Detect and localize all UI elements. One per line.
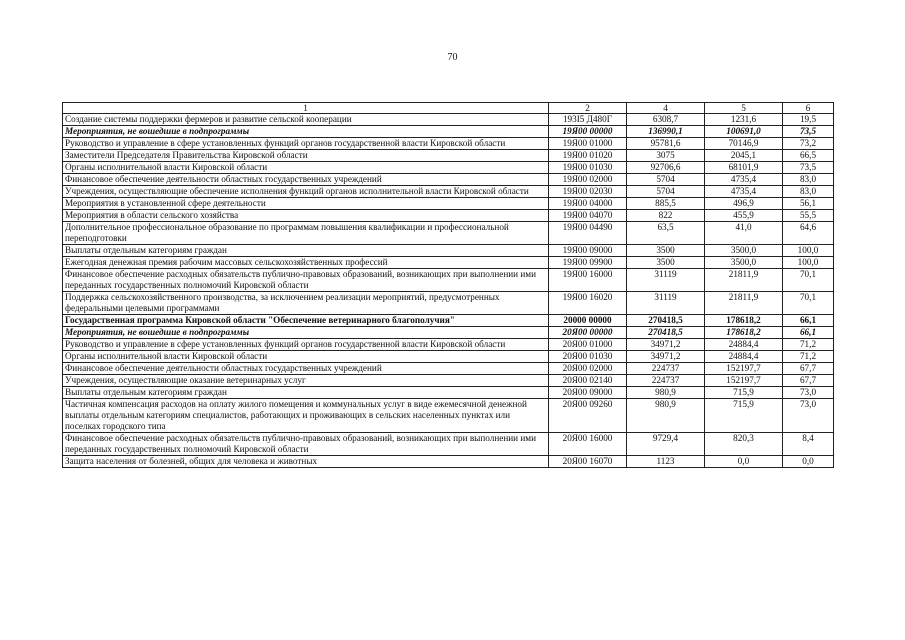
row-code-cell: 19Я00 09900 (549, 257, 627, 269)
row-actual-cell: 3500,0 (705, 245, 783, 257)
table-row (63, 363, 834, 375)
row-name-cell: Учреждения, осуществляющие обеспечение исполнения функций органов исполнительной власти Кировской области (63, 186, 549, 198)
row-actual-cell: 24884,4 (705, 339, 783, 351)
row-plan-cell: 3500 (627, 257, 705, 269)
row-code-cell: 19Я00 01000 (549, 138, 627, 150)
row-name-cell: Руководство и управление в сфере установленных функций органов государственной власти Кировской области (63, 138, 549, 150)
row-name-cell: Выплаты отдельным категориям граждан (63, 245, 549, 257)
table-row (63, 292, 834, 315)
row-actual-cell: 152197,7 (705, 363, 783, 375)
row-actual-cell: 178618,2 (705, 315, 783, 327)
row-actual-cell: 70146,9 (705, 138, 783, 150)
row-actual-cell: 1231,6 (705, 114, 783, 126)
row-percent-cell: 71,2 (783, 351, 834, 363)
row-name-cell: Выплаты отдельным категориям граждан (63, 387, 549, 399)
row-plan-cell: 224737 (627, 363, 705, 375)
row-code-cell: 19Я00 04070 (549, 210, 627, 222)
row-percent-cell: 70,1 (783, 292, 834, 315)
row-actual-cell: 68101,9 (705, 162, 783, 174)
row-actual-cell: 4735,4 (705, 174, 783, 186)
row-plan-cell: 980,9 (627, 399, 705, 433)
row-percent-cell: 70,1 (783, 269, 834, 292)
table-row (63, 174, 834, 186)
row-plan-cell: 270418,5 (627, 315, 705, 327)
row-actual-cell: 152197,7 (705, 375, 783, 387)
row-percent-cell: 64,6 (783, 222, 834, 245)
row-percent-cell: 66,1 (783, 315, 834, 327)
table-row (63, 399, 834, 433)
row-percent-cell: 66,1 (783, 327, 834, 339)
row-name-cell: Ежегодная денежная премия рабочим массовых сельскохозяйственных профессий (63, 257, 549, 269)
row-name-cell: Финансовое обеспечение деятельности областных государственных учреждений (63, 174, 549, 186)
row-code-cell: 19Я00 16000 (549, 269, 627, 292)
row-plan-cell: 822 (627, 210, 705, 222)
table-row (63, 126, 834, 138)
row-code-cell: 19Я00 02000 (549, 174, 627, 186)
table-row (63, 327, 834, 339)
row-name-cell: Мероприятия, не вошедшие в подпрограммы (63, 327, 549, 339)
row-name-cell: Органы исполнительной власти Кировской области (63, 162, 549, 174)
header-col-6: 6 (783, 103, 834, 114)
row-plan-cell: 34971,2 (627, 351, 705, 363)
row-plan-cell: 3075 (627, 150, 705, 162)
row-percent-cell: 83,0 (783, 174, 834, 186)
table-row (63, 351, 834, 363)
table-row (63, 339, 834, 351)
row-plan-cell: 3500 (627, 245, 705, 257)
row-name-cell: Мероприятия в области сельского хозяйства (63, 210, 549, 222)
row-code-cell: 20Я00 16070 (549, 456, 627, 468)
row-code-cell: 19Я00 04000 (549, 198, 627, 210)
row-percent-cell: 66,5 (783, 150, 834, 162)
row-plan-cell: 31119 (627, 269, 705, 292)
row-actual-cell: 24884,4 (705, 351, 783, 363)
row-actual-cell: 715,9 (705, 399, 783, 433)
table-row (63, 210, 834, 222)
row-plan-cell: 224737 (627, 375, 705, 387)
row-actual-cell: 41,0 (705, 222, 783, 245)
row-code-cell: 193I5 Д480Г (549, 114, 627, 126)
row-actual-cell: 3500,0 (705, 257, 783, 269)
header-col-5: 5 (705, 103, 783, 114)
row-actual-cell: 455,9 (705, 210, 783, 222)
row-actual-cell: 21811,9 (705, 269, 783, 292)
row-code-cell: 19Я00 02030 (549, 186, 627, 198)
header-col-4: 4 (627, 103, 705, 114)
row-plan-cell: 6308,7 (627, 114, 705, 126)
header-col-2: 2 (549, 103, 627, 114)
row-code-cell: 20Я00 09000 (549, 387, 627, 399)
page-number: 70 (447, 52, 458, 63)
table-row (63, 315, 834, 327)
row-plan-cell: 136990,1 (627, 126, 705, 138)
row-percent-cell: 73,2 (783, 138, 834, 150)
row-actual-cell: 100691,0 (705, 126, 783, 138)
row-plan-cell: 34971,2 (627, 339, 705, 351)
row-percent-cell: 100,0 (783, 257, 834, 269)
row-name-cell: Финансовое обеспечение расходных обязательств публично-правовых образований, возникающих при выполнении ими переданных государственных полномочий Кировской области (63, 433, 549, 456)
row-name-cell: Мероприятия в установленной сфере деятельности (63, 198, 549, 210)
row-percent-cell: 67,7 (783, 375, 834, 387)
row-name-cell: Мероприятия, не вошедшие в подпрограммы (63, 126, 549, 138)
row-name-cell: Руководство и управление в сфере установленных функций органов государственной власти Кировской области (63, 339, 549, 351)
row-code-cell: 19Я00 16020 (549, 292, 627, 315)
row-plan-cell: 5704 (627, 174, 705, 186)
row-plan-cell: 63,5 (627, 222, 705, 245)
row-plan-cell: 980,9 (627, 387, 705, 399)
row-code-cell: 19Я00 09000 (549, 245, 627, 257)
row-code-cell: 20000 00000 (549, 315, 627, 327)
row-plan-cell: 5704 (627, 186, 705, 198)
row-name-cell: Органы исполнительной власти Кировской области (63, 351, 549, 363)
row-code-cell: 20Я00 16000 (549, 433, 627, 456)
row-plan-cell: 9729,4 (627, 433, 705, 456)
row-percent-cell: 73,0 (783, 399, 834, 433)
table-body (63, 114, 834, 468)
row-actual-cell: 4735,4 (705, 186, 783, 198)
row-name-cell: Дополнительное профессиональное образование по программам повышения квалификации и профессиональной переподготовки (63, 222, 549, 245)
row-percent-cell: 100,0 (783, 245, 834, 257)
table-row (63, 114, 834, 126)
row-percent-cell: 71,2 (783, 339, 834, 351)
row-plan-cell: 1123 (627, 456, 705, 468)
row-actual-cell: 496,9 (705, 198, 783, 210)
row-actual-cell: 21811,9 (705, 292, 783, 315)
row-plan-cell: 270418,5 (627, 327, 705, 339)
row-name-cell: Частичная компенсация расходов на оплату жилого помещения и коммунальных услуг в виде ежемесячной денежной выплаты отдельным категориям специалистов, работающих и проживающих в сельских населенных пунктах или поселках городского типа (63, 399, 549, 433)
row-plan-cell: 92706,6 (627, 162, 705, 174)
row-percent-cell: 73,0 (783, 387, 834, 399)
row-plan-cell: 95781,6 (627, 138, 705, 150)
table-row (63, 245, 834, 257)
row-code-cell: 19Я00 01020 (549, 150, 627, 162)
row-percent-cell: 55,5 (783, 210, 834, 222)
table-header-row (63, 103, 834, 114)
row-code-cell: 20Я00 02140 (549, 375, 627, 387)
row-actual-cell: 178618,2 (705, 327, 783, 339)
row-percent-cell: 8,4 (783, 433, 834, 456)
row-name-cell: Защита населения от болезней, общих для человека и животных (63, 456, 549, 468)
table-row (63, 150, 834, 162)
table-row (63, 387, 834, 399)
table-row (63, 162, 834, 174)
table-row (63, 456, 834, 468)
row-name-cell: Финансовое обеспечение деятельности областных государственных учреждений (63, 363, 549, 375)
table-row (63, 186, 834, 198)
row-name-cell: Государственная программа Кировской области "Обеспечение ветеринарного благополучия" (63, 315, 549, 327)
row-plan-cell: 885,5 (627, 198, 705, 210)
row-name-cell: Поддержка сельскохозяйственного производства, за исключением реализации мероприятий, предусмотренных федеральными целевыми программами (63, 292, 549, 315)
table-row (63, 222, 834, 245)
row-code-cell: 20Я00 01000 (549, 339, 627, 351)
row-code-cell: 20Я00 02000 (549, 363, 627, 375)
row-name-cell: Создание системы поддержки фермеров и развитие сельской кооперации (63, 114, 549, 126)
table-row (63, 433, 834, 456)
row-actual-cell: 715,9 (705, 387, 783, 399)
row-code-cell: 19Я00 04490 (549, 222, 627, 245)
row-percent-cell: 19,5 (783, 114, 834, 126)
row-percent-cell: 73,5 (783, 126, 834, 138)
table-row (63, 138, 834, 150)
row-actual-cell: 820,3 (705, 433, 783, 456)
table-row (63, 198, 834, 210)
table-row (63, 269, 834, 292)
row-actual-cell: 0,0 (705, 456, 783, 468)
table-row (63, 375, 834, 387)
header-col-1: 1 (63, 103, 549, 114)
row-code-cell: 19Я00 00000 (549, 126, 627, 138)
row-name-cell: Учреждения, осуществляющие оказание ветеринарных услуг (63, 375, 549, 387)
row-code-cell: 20Я00 00000 (549, 327, 627, 339)
row-code-cell: 19Я00 01030 (549, 162, 627, 174)
row-percent-cell: 73,5 (783, 162, 834, 174)
row-actual-cell: 2045,1 (705, 150, 783, 162)
row-percent-cell: 0,0 (783, 456, 834, 468)
row-code-cell: 20Я00 09260 (549, 399, 627, 433)
row-percent-cell: 56,1 (783, 198, 834, 210)
row-plan-cell: 31119 (627, 292, 705, 315)
table-row (63, 257, 834, 269)
row-name-cell: Заместители Председателя Правительства Кировской области (63, 150, 549, 162)
row-percent-cell: 83,0 (783, 186, 834, 198)
row-code-cell: 20Я00 01030 (549, 351, 627, 363)
row-name-cell: Финансовое обеспечение расходных обязательств публично-правовых образований, возникающих при выполнении ими переданных государственных полномочий Кировской области (63, 269, 549, 292)
budget-table (62, 102, 834, 468)
row-percent-cell: 67,7 (783, 363, 834, 375)
